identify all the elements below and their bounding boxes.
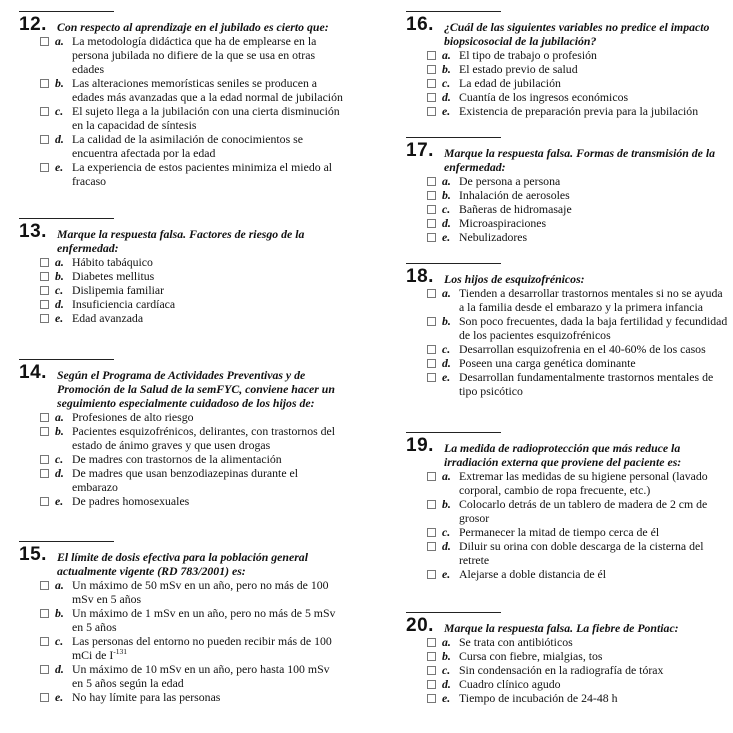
checkbox[interactable] (40, 272, 49, 281)
option-text-line (72, 104, 340, 118)
answer-option-e[interactable] (19, 690, 362, 704)
option-text: Tiempo de incubación de 24-48 h (459, 691, 618, 705)
option-text: Colocarlo detrás de un tablero de madera de 2 cm de (459, 497, 708, 511)
option-letter: a. (55, 255, 64, 269)
option-text: Permanecer la mitad de tiempo cerca de él (459, 525, 660, 539)
option-letter: c. (442, 76, 451, 90)
option-text-line (72, 269, 154, 283)
option-text-line (72, 410, 194, 424)
option-text: Bañeras de hidromasaje (459, 202, 572, 216)
option-text: Profesiones de alto riesgo (72, 410, 194, 424)
option-text: tipo psicótico (459, 384, 523, 398)
option-text: La experiencia de estos pacientes minimiza el miedo al (72, 160, 333, 174)
option-text-line (459, 216, 546, 230)
option-letter: c. (55, 104, 64, 118)
option-text: El sujeto llega a la jubilación con una cierta disminución (72, 104, 340, 118)
checkbox[interactable] (40, 665, 49, 674)
option-letter: e. (55, 311, 64, 325)
option-text-line (459, 567, 606, 581)
option-text: De madres que usan benzodiazepinas durante el (72, 466, 299, 480)
checkbox[interactable] (427, 205, 436, 214)
option-text: retrete (459, 553, 490, 567)
option-text: Se trata con antibióticos (459, 635, 573, 649)
option-text: Insuficiencia cardíaca (72, 297, 176, 311)
option-letter: b. (55, 606, 64, 620)
answer-option-a[interactable] (19, 578, 362, 606)
checkbox[interactable] (40, 413, 49, 422)
option-text: Dislipemia familiar (72, 283, 165, 297)
answer-option-c[interactable] (19, 104, 362, 132)
question-divider (19, 359, 114, 360)
option-text-line (72, 662, 330, 676)
option-text-line (459, 62, 578, 76)
question-number: 12. (19, 14, 47, 35)
question-prompt-line: actualmente vigente (RD 783/2001) es: (57, 564, 246, 578)
question-divider (406, 612, 501, 613)
option-text: Un máximo de 1 mSv en un año, pero no más de 5 mSv (72, 606, 336, 620)
option-letter: e. (442, 691, 451, 705)
question-divider (406, 11, 501, 12)
checkbox[interactable] (427, 65, 436, 74)
option-letter: e. (442, 104, 451, 118)
option-text: Alejarse a doble distancia de él (459, 567, 607, 581)
option-text-line (72, 311, 143, 325)
checkbox[interactable] (40, 258, 49, 267)
option-text: mSv en 5 años (72, 592, 142, 606)
option-letter: b. (442, 497, 451, 511)
checkbox[interactable] (427, 93, 436, 102)
option-text: Cuantía de los ingresos económicos (459, 90, 629, 104)
answer-option-b[interactable] (19, 424, 362, 452)
checkbox[interactable] (427, 570, 436, 579)
answer-option-d[interactable] (19, 466, 362, 494)
checkbox[interactable] (427, 694, 436, 703)
option-text-line (72, 76, 317, 90)
option-text: Extremar las medidas de su higiene personal (lavado (459, 469, 708, 483)
answer-option-c[interactable] (406, 663, 733, 677)
option-letter: b. (442, 314, 451, 328)
option-text-line (72, 648, 127, 662)
option-text-line (459, 356, 636, 370)
answer-option-d[interactable] (406, 356, 733, 370)
answer-option-b[interactable] (406, 649, 733, 663)
option-text-line (72, 466, 298, 480)
answer-option-c[interactable] (19, 634, 362, 662)
option-letter: d. (442, 216, 451, 230)
option-letter: e. (442, 567, 451, 581)
checkbox[interactable] (427, 652, 436, 661)
checkbox[interactable] (40, 300, 49, 309)
question-prompt-line: Marque la respuesta falsa. Formas de transmisión de la (444, 146, 716, 160)
question-prompt-line: irradiación externa que proviene del paciente es: (444, 455, 682, 469)
option-text: Tienden a desarrollar trastornos mentales si no se ayuda (459, 286, 723, 300)
answer-option-c[interactable] (406, 525, 733, 539)
option-text-line (459, 174, 560, 188)
option-letter: b. (55, 269, 64, 283)
question-number: 15. (19, 544, 47, 565)
option-text-line (72, 48, 315, 62)
option-text-line (459, 314, 727, 328)
option-text: El tipo de trabajo o profesión (459, 48, 597, 62)
option-text: Nebulizadores (459, 230, 528, 244)
answer-option-e[interactable] (406, 691, 733, 705)
option-text-line (72, 255, 153, 269)
answer-option-b[interactable] (406, 314, 733, 342)
answer-option-c[interactable] (19, 283, 362, 297)
option-text-line (459, 649, 603, 663)
question-prompt-line: seguimiento especialmente cuidadoso de los hijos de: (57, 396, 315, 410)
option-text: mCi de I (72, 648, 114, 662)
option-text-line (72, 297, 175, 311)
question-divider (406, 263, 501, 264)
question-prompt-line: enfermedad: (57, 241, 119, 255)
option-text: Desarrollan fundamentalmente trastornos mentales de (459, 370, 714, 384)
option-letter: a. (442, 469, 451, 483)
option-text-line (72, 174, 106, 188)
option-text: Inhalación de aerosoles (459, 188, 570, 202)
checkbox[interactable] (427, 107, 436, 116)
option-text: Cursa con fiebre, mialgias, tos (459, 649, 603, 663)
checkbox[interactable] (40, 135, 49, 144)
answer-option-d[interactable] (406, 677, 733, 691)
answer-option-d[interactable] (19, 662, 362, 690)
answer-option-a[interactable] (19, 410, 362, 424)
option-text: Pacientes esquizofrénicos, delirantes, con trastornos del (72, 424, 336, 438)
option-letter: e. (442, 370, 451, 384)
question-prompt-line: enfermedad: (444, 160, 506, 174)
option-text: Un máximo de 50 mSv en un año, pero no más de 100 (72, 578, 329, 592)
answer-option-b[interactable] (19, 76, 362, 104)
answer-option-e[interactable] (406, 567, 733, 581)
checkbox[interactable] (40, 314, 49, 323)
option-text-line (459, 677, 561, 691)
answer-option-a[interactable] (19, 255, 362, 269)
option-text-line (459, 370, 713, 384)
option-letter: a. (55, 578, 64, 592)
option-text-line (459, 511, 489, 525)
checkbox[interactable] (427, 472, 436, 481)
option-text-line (459, 300, 703, 314)
option-text-line (459, 553, 489, 567)
answer-option-d[interactable] (406, 216, 733, 230)
option-letter: e. (55, 160, 64, 174)
option-text: Diluir su orina con doble descarga de la cisterna del (459, 539, 704, 553)
option-letter: c. (55, 634, 64, 648)
option-letter: b. (442, 188, 451, 202)
option-text: De madres con trastornos de la alimentación (72, 452, 282, 466)
option-text: corporal, cambio de ropa frecuente, etc.) (459, 483, 651, 497)
option-text-line (459, 469, 708, 483)
option-text: La metodología didáctica que ha de emplearse en la (72, 34, 317, 48)
option-text-line (72, 132, 303, 146)
answer-option-e[interactable] (19, 494, 362, 508)
option-text: en 5 años según la edad (72, 676, 184, 690)
option-text: fracaso (72, 174, 107, 188)
superscript: -131 (113, 647, 128, 657)
option-text-line (72, 160, 332, 174)
option-letter: c. (442, 342, 451, 356)
checkbox[interactable] (427, 51, 436, 60)
checkbox[interactable] (40, 637, 49, 646)
question-prompt-line: Los hijos de esquizofrénicos: (444, 272, 585, 286)
option-text-line (459, 230, 527, 244)
checkbox[interactable] (427, 317, 436, 326)
option-text-line (459, 202, 572, 216)
answer-option-e[interactable] (19, 160, 362, 188)
option-letter: d. (442, 677, 451, 691)
question-divider (19, 11, 114, 12)
option-text-line (72, 452, 282, 466)
checkbox[interactable] (40, 79, 49, 88)
question-number: 20. (406, 615, 434, 636)
question-prompt-line: Marque la respuesta falsa. La fiebre de Pontiac: (444, 621, 679, 635)
option-text: Un máximo de 10 mSv en un año, pero hasta 100 mSv (72, 662, 330, 676)
option-text-line (72, 634, 332, 648)
question-divider (406, 137, 501, 138)
checkbox[interactable] (427, 289, 436, 298)
option-text-line (459, 188, 570, 202)
option-text-line (72, 480, 118, 494)
option-text-line (459, 384, 523, 398)
option-letter: e. (55, 690, 64, 704)
question-prompt-line: ¿Cuál de las siguientes variables no predice el impacto (444, 20, 710, 34)
option-text: en la capacidad de síntesis (72, 118, 197, 132)
option-letter: b. (442, 62, 451, 76)
option-text-line (459, 328, 611, 342)
option-text: La calidad de la asimilación de conocimientos se (72, 132, 303, 146)
option-text-line (459, 635, 573, 649)
question-prompt-line: Promoción de la Salud de la semFYC, conviene hacer un (57, 382, 335, 396)
checkbox[interactable] (40, 37, 49, 46)
answer-option-c[interactable] (19, 452, 362, 466)
option-text: Diabetes mellitus (72, 269, 155, 283)
option-text-line (72, 424, 335, 438)
checkbox[interactable] (427, 359, 436, 368)
answer-option-a[interactable] (406, 469, 733, 497)
option-letter: b. (55, 424, 64, 438)
option-text: De persona a persona (459, 174, 561, 188)
question-number: 14. (19, 362, 47, 383)
option-text: estado de ánimo graves y que usen drogas (72, 438, 271, 452)
question-prompt-line: Según el Programa de Actividades Preventivas y de (57, 368, 306, 382)
checkbox[interactable] (427, 666, 436, 675)
option-letter: d. (55, 132, 64, 146)
answer-option-a[interactable] (19, 34, 362, 76)
option-letter: d. (442, 539, 451, 553)
option-letter: b. (442, 649, 451, 663)
option-text-line (459, 342, 706, 356)
option-text-line (72, 592, 141, 606)
question-prompt-line: biopsicosocial de la jubilación? (444, 34, 597, 48)
option-text-line (459, 497, 707, 511)
option-letter: b. (55, 76, 64, 90)
option-letter: a. (55, 34, 64, 48)
answer-option-d[interactable] (19, 297, 362, 311)
option-text-line (459, 76, 561, 90)
option-letter: d. (55, 297, 64, 311)
option-letter: a. (442, 286, 451, 300)
answer-option-e[interactable] (19, 311, 362, 325)
option-letter: c. (442, 663, 451, 677)
option-letter: a. (442, 48, 451, 62)
option-letter: c. (55, 452, 64, 466)
option-text: grosor (459, 511, 490, 525)
option-text: edades (72, 62, 105, 76)
question-number: 17. (406, 140, 434, 161)
option-text: Son poco frecuentes, dada la baja fertilidad y fecundidad (459, 314, 728, 328)
answer-option-c[interactable] (406, 202, 733, 216)
option-text-line (72, 283, 164, 297)
option-text: Poseen una carga genética dominante (459, 356, 636, 370)
answer-option-a[interactable] (406, 635, 733, 649)
option-text: La edad de jubilación (459, 76, 561, 90)
option-letter: e. (442, 230, 451, 244)
option-letter: d. (442, 90, 451, 104)
checkbox[interactable] (40, 581, 49, 590)
answer-option-b[interactable] (19, 269, 362, 283)
question-divider (19, 541, 114, 542)
option-text: Existencia de preparación previa para la jubilación (459, 104, 699, 118)
option-text: El estado previo de salud (459, 62, 578, 76)
checkbox[interactable] (40, 107, 49, 116)
checkbox[interactable] (427, 79, 436, 88)
checkbox[interactable] (40, 497, 49, 506)
question-number: 18. (406, 266, 434, 287)
option-text: Microaspiraciones (459, 216, 547, 230)
option-letter: d. (55, 662, 64, 676)
question-prompt-line: El límite de dosis efectiva para la población general (57, 550, 308, 564)
checkbox[interactable] (40, 609, 49, 618)
option-text-line (459, 525, 659, 539)
question-prompt-line: Marque la respuesta falsa. Factores de riesgo de la (57, 227, 305, 241)
checkbox[interactable] (427, 528, 436, 537)
option-letter: a. (442, 635, 451, 649)
option-text: Hábito tabáquico (72, 255, 153, 269)
option-text-line (72, 146, 215, 160)
option-text: de los pacientes esquizofrénicos (459, 328, 611, 342)
checkbox[interactable] (427, 542, 436, 551)
checkbox[interactable] (427, 177, 436, 186)
checkbox[interactable] (40, 693, 49, 702)
checkbox[interactable] (427, 191, 436, 200)
checkbox[interactable] (427, 680, 436, 689)
option-text: a la familia desde el embarazo y la primera infancia (459, 300, 704, 314)
option-text-line (459, 691, 617, 705)
question-divider (19, 218, 114, 219)
option-text: Sin condensación en la radiografía de tórax (459, 663, 664, 677)
option-text-line (72, 438, 270, 452)
option-text: encuentra afectada por la edad (72, 146, 216, 160)
option-text-line (459, 104, 698, 118)
option-text-line (72, 676, 184, 690)
option-text: Desarrollan esquizofrenia en el 40-60% de los casos (459, 342, 706, 356)
option-text-line (72, 34, 316, 48)
option-letter: c. (442, 525, 451, 539)
answer-option-a[interactable] (406, 48, 733, 62)
checkbox[interactable] (427, 373, 436, 382)
answer-option-c[interactable] (406, 342, 733, 356)
option-letter: e. (55, 494, 64, 508)
answer-option-d[interactable] (19, 132, 362, 160)
option-letter: d. (442, 356, 451, 370)
answer-option-c[interactable] (406, 76, 733, 90)
option-text: embarazo (72, 480, 118, 494)
answer-option-a[interactable] (406, 174, 733, 188)
checkbox[interactable] (427, 219, 436, 228)
answer-option-e[interactable] (406, 104, 733, 118)
checkbox[interactable] (40, 286, 49, 295)
option-text: Las personas del entorno no pueden recibir más de 100 (72, 634, 332, 648)
checkbox[interactable] (40, 455, 49, 464)
answer-option-a[interactable] (406, 286, 733, 314)
option-text: Las alteraciones memorísticas seniles se producen a (72, 76, 318, 90)
option-letter: a. (55, 410, 64, 424)
option-text-line (72, 118, 196, 132)
question-prompt-line: La medida de radioprotección que más reduce la (444, 441, 681, 455)
question-number: 13. (19, 221, 47, 242)
option-text-line (459, 48, 597, 62)
option-letter: d. (55, 466, 64, 480)
option-text: edades más avanzadas que a la edad normal de jubilación (72, 90, 343, 104)
question-number: 16. (406, 14, 434, 35)
option-text: en 5 años (72, 620, 117, 634)
option-text-line (72, 90, 343, 104)
option-text-line (459, 539, 703, 553)
question-number: 19. (406, 435, 434, 456)
option-letter: c. (442, 202, 451, 216)
checkbox[interactable] (40, 163, 49, 172)
option-text-line (72, 578, 329, 592)
answer-option-e[interactable] (406, 230, 733, 244)
option-text: De padres homosexuales (72, 494, 190, 508)
option-text: persona jubilada no difiere de la que se usa en otras (72, 48, 316, 62)
checkbox[interactable] (427, 638, 436, 647)
question-divider (406, 432, 501, 433)
checkbox[interactable] (427, 233, 436, 242)
option-text: Edad avanzada (72, 311, 144, 325)
checkbox[interactable] (427, 345, 436, 354)
option-text-line (459, 90, 628, 104)
option-letter: a. (442, 174, 451, 188)
answer-option-d[interactable] (406, 539, 733, 567)
option-text-line (72, 494, 189, 508)
option-text: No hay límite para las personas (72, 690, 221, 704)
answer-option-b[interactable] (406, 62, 733, 76)
option-text-line (72, 690, 220, 704)
option-text-line (72, 62, 104, 76)
option-letter: c. (55, 283, 64, 297)
answer-option-e[interactable] (406, 370, 733, 398)
checkbox[interactable] (40, 427, 49, 436)
option-text-line (459, 663, 663, 677)
answer-option-d[interactable] (406, 90, 733, 104)
answer-option-b[interactable] (19, 606, 362, 634)
option-text-line (72, 606, 335, 620)
option-text-line (459, 286, 723, 300)
checkbox[interactable] (427, 500, 436, 509)
question-prompt-line: Con respecto al aprendizaje en el jubilado es cierto que: (57, 20, 329, 34)
checkbox[interactable] (40, 469, 49, 478)
option-text-line (72, 620, 117, 634)
answer-option-b[interactable] (406, 188, 733, 202)
answer-option-b[interactable] (406, 497, 733, 525)
option-text: Cuadro clínico agudo (459, 677, 561, 691)
option-text-line (459, 483, 650, 497)
